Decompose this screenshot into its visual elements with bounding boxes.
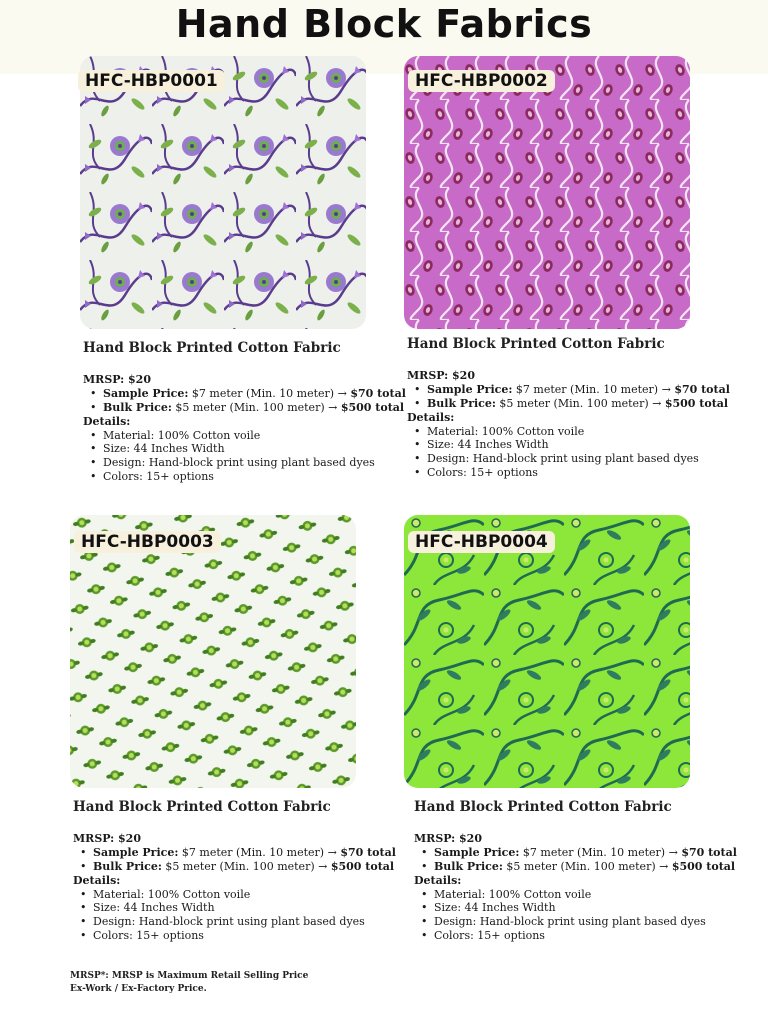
details-list: [407, 425, 727, 480]
detail-item: • Colors: 15+ options: [83, 470, 403, 484]
details-label: Details:: [414, 873, 462, 887]
bulk-price: • Bulk Price: $5 meter (Min. 100 meter) → $500 total: [83, 401, 403, 415]
detail-item: • Size: 44 Inches Width: [414, 901, 734, 915]
pink-wave-pattern: [404, 56, 690, 329]
footnote: [70, 970, 308, 996]
details-list: [73, 888, 393, 943]
detail-item: • Material: 100% Cotton voile: [407, 425, 727, 439]
bulk-price: • Bulk Price: $5 meter (Min. 100 meter) → $500 total: [414, 860, 734, 874]
footnote-msrp: MRSP*: MRSP is Maximum Retail Selling Price: [70, 971, 309, 981]
purple-floral-pattern: [80, 56, 366, 329]
sample-price: • Sample Price: $7 meter (Min. 10 meter) → $70 total: [407, 383, 727, 397]
green-buta-pattern: [70, 515, 356, 788]
msrp-price: MRSP: $20: [407, 369, 475, 382]
price-list: [414, 846, 737, 874]
details-label: Details:: [83, 414, 131, 428]
details-list: [414, 888, 734, 943]
product-info: [407, 336, 730, 480]
product-info: [83, 340, 406, 484]
detail-item: • Design: Hand-block print using plant based dyes: [83, 456, 403, 470]
product-info: [73, 799, 396, 943]
sample-price: • Sample Price: $7 meter (Min. 10 meter) → $70 total: [73, 846, 393, 860]
detail-item: • Design: Hand-block print using plant based dyes: [414, 915, 734, 929]
product-title: Hand Block Printed Cotton Fabric: [407, 336, 665, 352]
price-list: [73, 846, 396, 874]
product-code: HFC-HBP0002: [408, 70, 555, 92]
price-list: [407, 383, 730, 411]
footnote-exwork: Ex-Work / Ex-Factory Price.: [70, 984, 207, 994]
product-title: Hand Block Printed Cotton Fabric: [83, 340, 341, 356]
bulk-price: • Bulk Price: $5 meter (Min. 100 meter) → $500 total: [407, 397, 727, 411]
fabric-swatch-image: [70, 515, 356, 788]
bulk-price: • Bulk Price: $5 meter (Min. 100 meter) → $500 total: [73, 860, 393, 874]
detail-item: • Material: 100% Cotton voile: [83, 429, 403, 443]
msrp-price: MRSP: $20: [83, 373, 151, 386]
product-title: Hand Block Printed Cotton Fabric: [73, 799, 331, 815]
details-label: Details:: [73, 873, 121, 887]
details-label: Details:: [407, 410, 455, 424]
page-title: Hand Block Fabrics: [175, 2, 593, 46]
detail-item: • Size: 44 Inches Width: [83, 442, 403, 456]
product-info: [414, 799, 737, 943]
fabric-swatch-image: [404, 515, 690, 788]
detail-item: • Design: Hand-block print using plant based dyes: [73, 915, 393, 929]
fabric-swatch-image: [404, 56, 690, 329]
msrp-price: MRSP: $20: [73, 832, 141, 845]
lime-vine-pattern: [404, 515, 690, 788]
details-list: [83, 429, 403, 484]
price-list: [83, 387, 406, 415]
fabric-swatch-image: [80, 56, 366, 329]
detail-item: • Colors: 15+ options: [407, 466, 727, 480]
product-code: HFC-HBP0004: [408, 531, 555, 553]
detail-item: • Colors: 15+ options: [73, 929, 393, 943]
product-title: Hand Block Printed Cotton Fabric: [414, 799, 672, 815]
product-code: HFC-HBP0001: [78, 70, 225, 92]
product-code: HFC-HBP0003: [74, 531, 221, 553]
detail-item: • Size: 44 Inches Width: [407, 438, 727, 452]
detail-item: • Size: 44 Inches Width: [73, 901, 393, 915]
sample-price: • Sample Price: $7 meter (Min. 10 meter) → $70 total: [414, 846, 734, 860]
detail-item: • Design: Hand-block print using plant based dyes: [407, 452, 727, 466]
sample-price: • Sample Price: $7 meter (Min. 10 meter) → $70 total: [83, 387, 403, 401]
detail-item: • Material: 100% Cotton voile: [73, 888, 393, 902]
detail-item: • Material: 100% Cotton voile: [414, 888, 734, 902]
msrp-price: MRSP: $20: [414, 832, 482, 845]
detail-item: • Colors: 15+ options: [414, 929, 734, 943]
